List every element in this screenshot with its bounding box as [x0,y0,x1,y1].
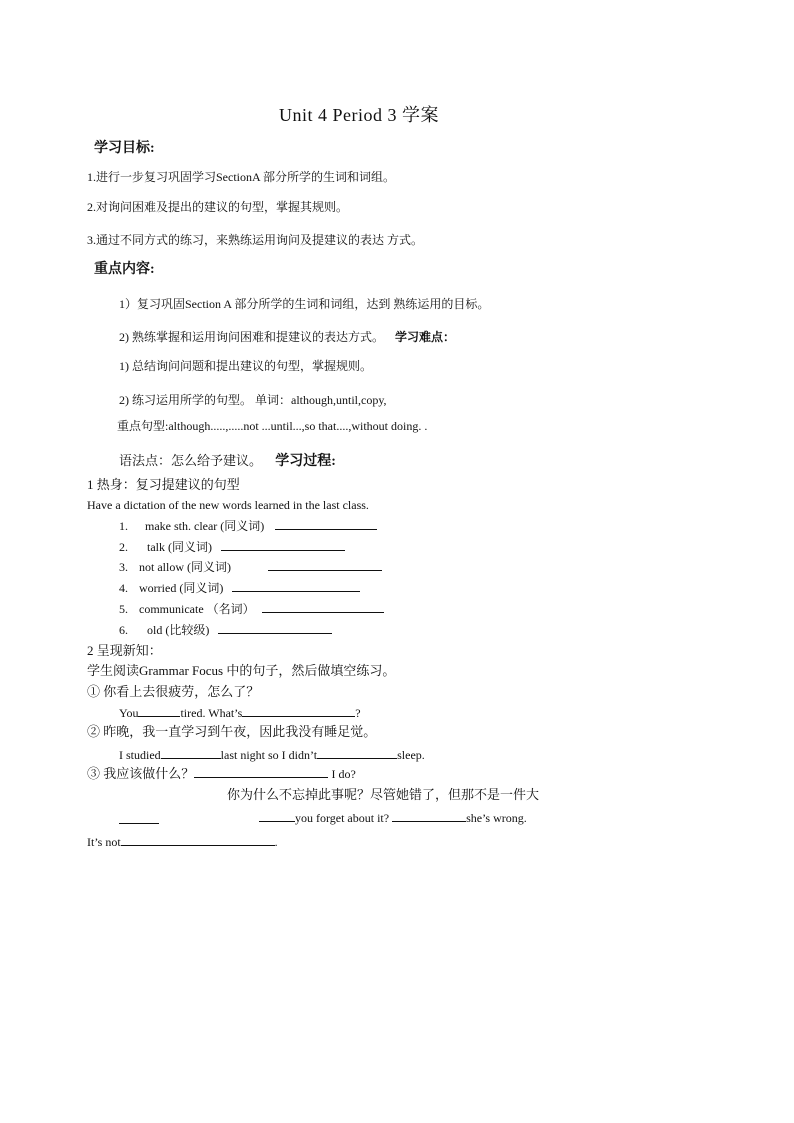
key-content-heading: 重点内容: [94,262,155,277]
section2-instruction: 学生阅读Grammar Focus 中的句子，然后做填空练习。 [87,663,396,678]
item-text: talk (同义词) [147,540,212,554]
answer-blank[interactable] [221,539,345,551]
sentence-part: I do? [331,767,356,781]
sentence-part: tired. What’s [180,706,243,720]
key-sentences: 重点句型:although.....,.....not ...until...,so that....,without doing. . [117,419,428,433]
answer-blank[interactable] [218,622,332,634]
sentence-part: sleep. [397,748,425,762]
question-en [259,810,527,826]
key-content-item: 1）复习巩固Section A 部分所学的生词和词组，达到 熟练运用的目标。 [119,297,490,311]
answer-blank[interactable] [194,766,328,778]
answer-blank[interactable] [259,810,295,822]
section1-heading: 1 热身：复习提建议的句型 [87,477,240,492]
difficulty-label: 学习难点： [395,330,456,344]
dictation-item [119,601,384,617]
dictation-item [119,580,360,596]
sentence-part: you forget about it? [295,811,390,825]
item-number: 2. [119,540,128,554]
process-label: 学习过程: [275,454,336,469]
difficulty-item: 1) 总结询问问题和提出建议的句型，掌握规则。 [119,359,372,373]
answer-blank[interactable] [119,812,159,824]
sentence-part: . [274,835,278,849]
section2-heading: 2 呈现新知： [87,643,162,658]
answer-blank[interactable] [242,705,355,717]
question-zh: 你为什么不忘掉此事呢？尽管她错了，但那不是一件大 [227,787,540,802]
key-content-item [119,329,455,345]
key-content-text: 2) 熟练掌握和运用询问困难和提建议的表达方式。 [119,330,384,344]
objective-item: 3.通过不同方式的练习，来熟练运用询问及提建议的表达 方式。 [87,233,424,247]
grammar-point: 语法点：怎么给予建议。 [119,453,263,468]
dictation-item [119,539,345,555]
item-number: 5. [119,602,128,616]
question-line [87,766,356,782]
answer-blank[interactable] [161,747,221,759]
dictation-item [119,518,377,534]
item-number: 3. [119,560,128,574]
item-text: worried (同义词) [139,581,224,595]
item-number: 1. [119,519,128,533]
grammar-point-line [119,453,336,470]
item-text: old (比较级) [147,623,210,637]
objective-item: 1.进行一步复习巩固学习SectionA 部分所学的生词和词组。 [87,170,395,184]
sentence-part: I studied [119,748,161,762]
objective-item: 2.对询问困难及提出的建议的句型，掌握其规则。 [87,200,349,214]
question-en [119,747,425,763]
question-zh: ② 昨晚，我一直学习到午夜，因此我没有睡足觉。 [87,724,377,739]
answer-blank[interactable] [275,518,377,530]
sentence-part: last night so I didn’t [220,748,318,762]
dictation-item [119,622,332,638]
answer-blank[interactable] [232,580,360,592]
answer-blank[interactable] [262,601,384,613]
answer-blank[interactable] [317,747,397,759]
question-zh: ③ 我应该做什么？ [87,766,195,781]
objectives-heading: 学习目标: [94,141,155,156]
answer-blank[interactable] [121,834,275,846]
question-en [87,834,278,850]
difficulty-item: 2) 练习运用所学的句型。 单词：although,until,copy, [119,393,387,407]
answer-blank[interactable] [392,810,466,822]
item-number: 4. [119,581,128,595]
item-text: make sth. clear (同义词) [145,519,265,533]
sentence-part: You [119,706,139,720]
item-text: communicate （名词） [139,602,255,616]
answer-blank[interactable] [268,559,382,571]
sentence-part: ? [355,706,361,720]
page-title: Unit 4 Period 3 学案 [279,105,439,125]
question-en [119,705,361,721]
answer-blank[interactable] [138,705,180,717]
question-zh: ① 你看上去很疲劳，怎么了？ [87,684,260,699]
sentence-part: It’s not [87,835,121,849]
dictation-item [119,559,382,575]
item-number: 6. [119,623,128,637]
item-text: not allow (同义词) [139,560,231,574]
section1-instruction: Have a dictation of the new words learned in the last class. [87,498,369,512]
sentence-part: she’s wrong. [466,811,527,825]
